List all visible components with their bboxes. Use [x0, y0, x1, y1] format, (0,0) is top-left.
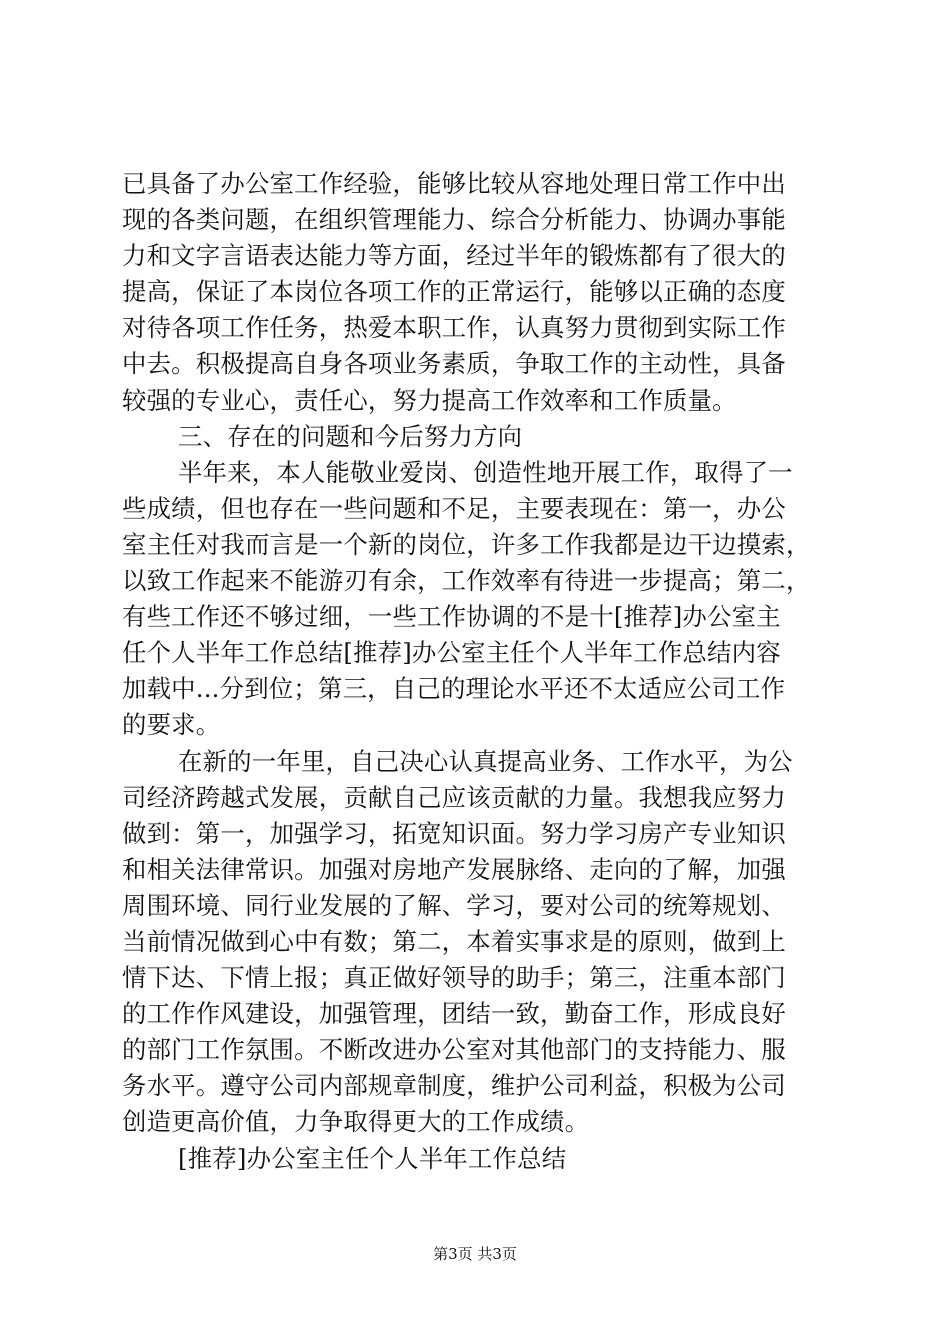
text-line: 已具备了办公室工作经验，能够比较从容地处理日常工作中出 — [122, 169, 786, 198]
text-line: 和相关法律常识。加强对房地产发展脉络、走向的了解，加强 — [122, 854, 786, 884]
text-line: 做到：第一，加强学习，拓宽知识面。努力学习房产专业知识 — [122, 818, 786, 848]
text-line: 创造更高价值，力争取得更大的工作成绩。 — [122, 1107, 590, 1137]
text-line: 现的各类问题，在组织管理能力、综合分析能力、协调办事能 — [122, 205, 786, 235]
text-line: 在新的一年里，自己决心认真提高业务、工作水平，为公 — [178, 746, 793, 776]
text-line: 司经济跨越式发展，贡献自己应该贡献的力量。我想我应努力 — [122, 782, 786, 812]
text-line: 对待各项工作任务，热爱本职工作，认真努力贯彻到实际工作 — [122, 313, 786, 343]
text-line: 有些工作还不够过细，一些工作协调的不是十[推荐]办公室主 — [122, 602, 781, 632]
text-line: 室主任对我而言是一个新的岗位，许多工作我都是边干边摸索， — [122, 529, 811, 559]
text-line: 当前情况做到心中有数；第二，本着实事求是的原则，做到上 — [122, 926, 786, 956]
text-line: 以致工作起来不能游刃有余，工作效率有待进一步提高；第二， — [122, 566, 811, 596]
text-line: 情下达、下情上报；真正做好领导的助手；第三，注重本部门 — [122, 963, 786, 993]
text-line: 加载中...分到位；第三，自己的理论水平还不太适应公司工作 — [122, 674, 786, 704]
text-line: 较强的专业心，责任心，努力提高工作效率和工作质量。 — [122, 385, 737, 415]
text-line: 些成绩，但也存在一些问题和不足，主要表现在：第一，办公 — [122, 493, 786, 523]
text-line: 中去。积极提高自身各项业务素质，争取工作的主动性，具备 — [122, 349, 786, 379]
text-line: 务水平。遵守公司内部规章制度，维护公司利益，积极为公司 — [122, 1071, 786, 1101]
text-line: 的部门工作氛围。不断改进办公室对其他部门的支持能力、服 — [122, 1035, 786, 1065]
text-line: 的要求。 — [122, 710, 221, 740]
text-line: 力和文字言语表达能力等方面，经过半年的锻炼都有了很大的 — [122, 241, 786, 271]
text-line: 提高，保证了本岗位各项工作的正常运行，能够以正确的态度 — [122, 277, 786, 307]
text-line: 的工作作风建设，加强管理，团结一致，勤奋工作，形成良好 — [122, 999, 786, 1029]
text-line: 周围环境、同行业发展的了解、学习，要对公司的统筹规划、 — [122, 890, 786, 920]
text-line: [推荐]办公室主任个人半年工作总结 — [178, 1143, 567, 1173]
document-body — [122, 166, 834, 1177]
text-line: 半年来，本人能敬业爱岗、创造性地开展工作，取得了一 — [178, 457, 793, 487]
text-line: 三、存在的问题和今后努力方向 — [178, 421, 523, 451]
text-line: 任个人半年工作总结[推荐]办公室主任个人半年工作总结内容 — [122, 638, 781, 668]
page-footer: 第3页 共3页 — [433, 1245, 517, 1263]
